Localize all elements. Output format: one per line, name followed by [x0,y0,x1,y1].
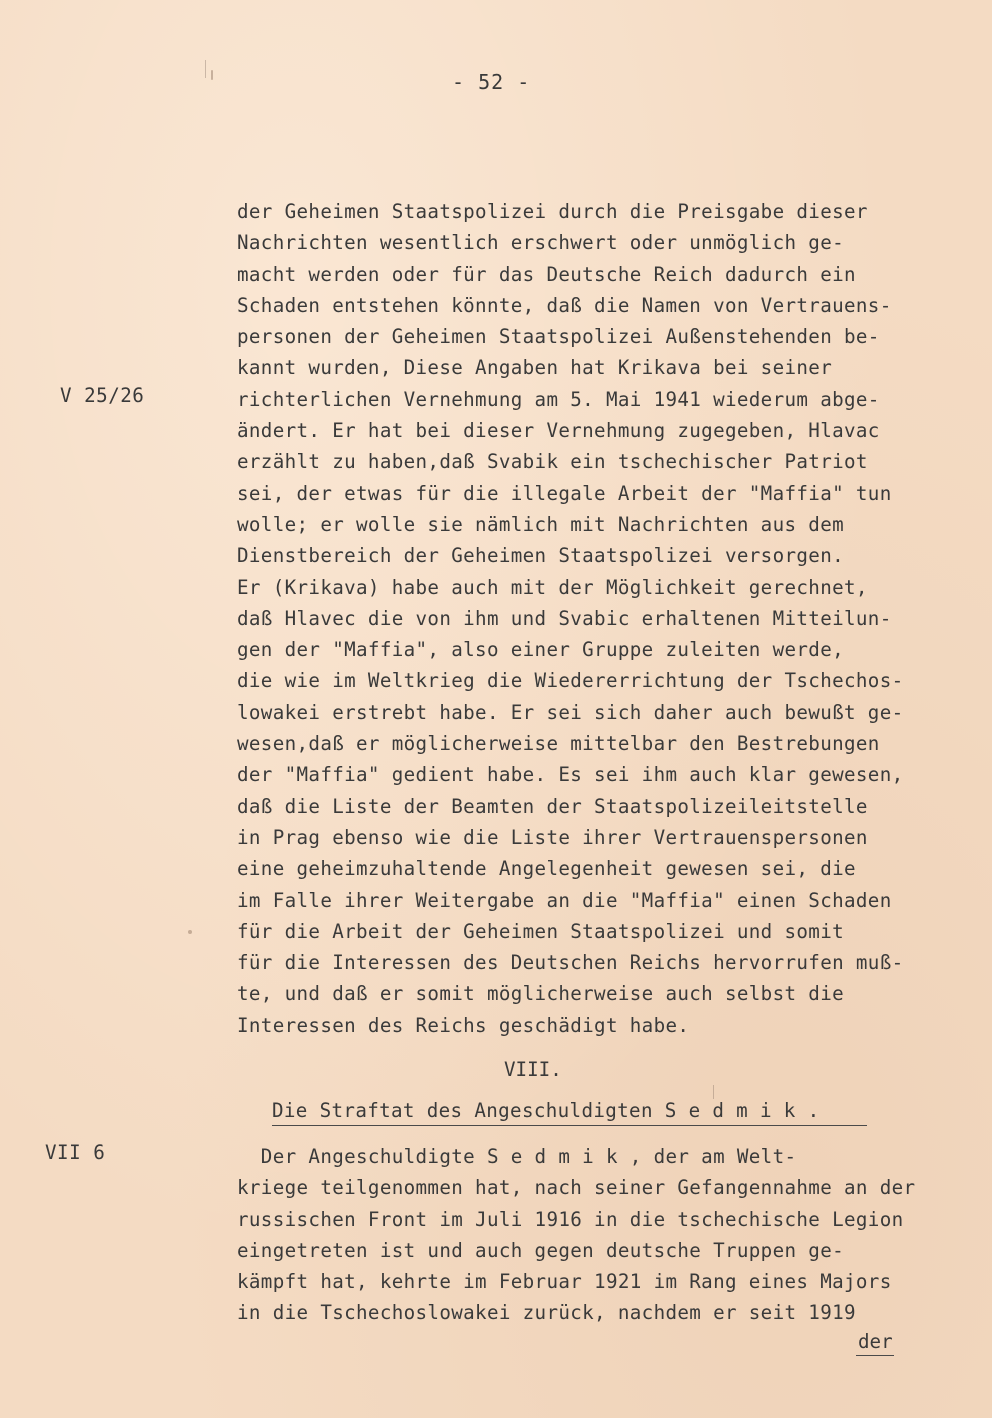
text-line: Schaden entstehen könnte, daß die Namen von Vertrauens- [237,293,892,317]
text-line: im Falle ihrer Weitergabe an die "Maffia" einen Schaden [237,888,892,912]
text-line: daß die Liste der Beamten der Staatspolizeileitstelle [237,794,868,818]
text-line: kannt wurden, Diese Angaben hat Krikava bei seiner [237,356,833,380]
text-line: macht werden oder für das Deutsche Reich dadurch ein [237,262,856,286]
text-line: für die Interessen des Deutschen Reichs hervorrufen muß- [237,951,904,975]
section-heading: VIII. [504,1058,562,1081]
text-line: Nachrichten wesentlich erschwert oder unmöglich ge- [237,231,844,255]
catchword-underline [856,1355,894,1356]
text-line: russischen Front im Juli 1916 in die tschechische Legion [237,1207,904,1231]
text-line: eine geheimzuhaltende Angelegenheit gewesen sei, die [237,857,856,881]
text-line: gen der "Maffia", also einer Gruppe zuleiten werde, [237,638,844,662]
text-line: richterlichen Vernehmung am 5. Mai 1941 wiederum abge- [237,387,880,411]
text-line: kriege teilgenommen hat, nach seiner Gefangennahme an der [237,1176,916,1200]
paragraph-body [237,196,967,1041]
text-line: in Prag ebenso wie die Liste ihrer Vertrauenspersonen [237,825,868,849]
text-line: Er (Krikava) habe auch mit der Möglichkeit gerechnet, [237,575,868,599]
text-line: te, und daß er somit möglicherweise auch selbst die [237,982,844,1006]
section-subtitle: Die Straftat des Angeschuldigten S e d m i k . [272,1099,820,1122]
text-line: sei, der etwas für die illegale Arbeit der "Maffia" tun [237,481,892,505]
page-number: - 52 - [452,70,531,94]
text-line: ändert. Er hat bei dieser Vernehmung zugegeben, Hlavac [237,419,880,443]
text-line: der "Maffia" gedient habe. Es sei ihm auch klar gewesen, [237,763,904,787]
catchword: der [858,1330,893,1353]
text-line: eingetreten ist und auch gegen deutsche Truppen ge- [237,1238,844,1262]
margin-reference-vii: VII 6 [45,1141,106,1164]
text-line: Der Angeschuldigte S e d m i k , der am Welt- [237,1145,797,1168]
text-line: in die Tschechoslowakei zurück, nachdem er seit 1919 [237,1301,856,1325]
text-line: erzählt zu haben,daß Svabik ein tschechischer Patriot [237,450,868,474]
section-body [237,1141,977,1329]
text-line: daß Hlavec die von ihm und Svabic erhaltenen Mitteilun- [237,606,892,630]
text-line: der Geheimen Staatspolizei durch die Preisgabe dieser [237,200,868,223]
text-line: wolle; er wolle sie nämlich mit Nachrichten aus dem [237,512,844,536]
text-line: Interessen des Reichs geschädigt habe. [237,1013,690,1037]
text-line: wesen,daß er möglicherweise mittelbar den Bestrebungen [237,732,880,756]
text-line: lowakei erstrebt habe. Er sei sich daher auch bewußt ge- [237,700,904,724]
margin-reference-v: V 25/26 [60,384,145,407]
text-line: die wie im Weltkrieg die Wiedererrichtung der Tschechos- [237,669,904,693]
text-line: personen der Geheimen Staatspolizei Außenstehenden be- [237,325,880,349]
subtitle-underline [272,1125,867,1126]
text-line: kämpft hat, kehrte im Februar 1921 im Rang eines Majors [237,1270,892,1294]
text-line: Dienstbereich der Geheimen Staatspolizei versorgen. [237,544,844,568]
text-line: für die Arbeit der Geheimen Staatspolizei und somit [237,919,844,943]
